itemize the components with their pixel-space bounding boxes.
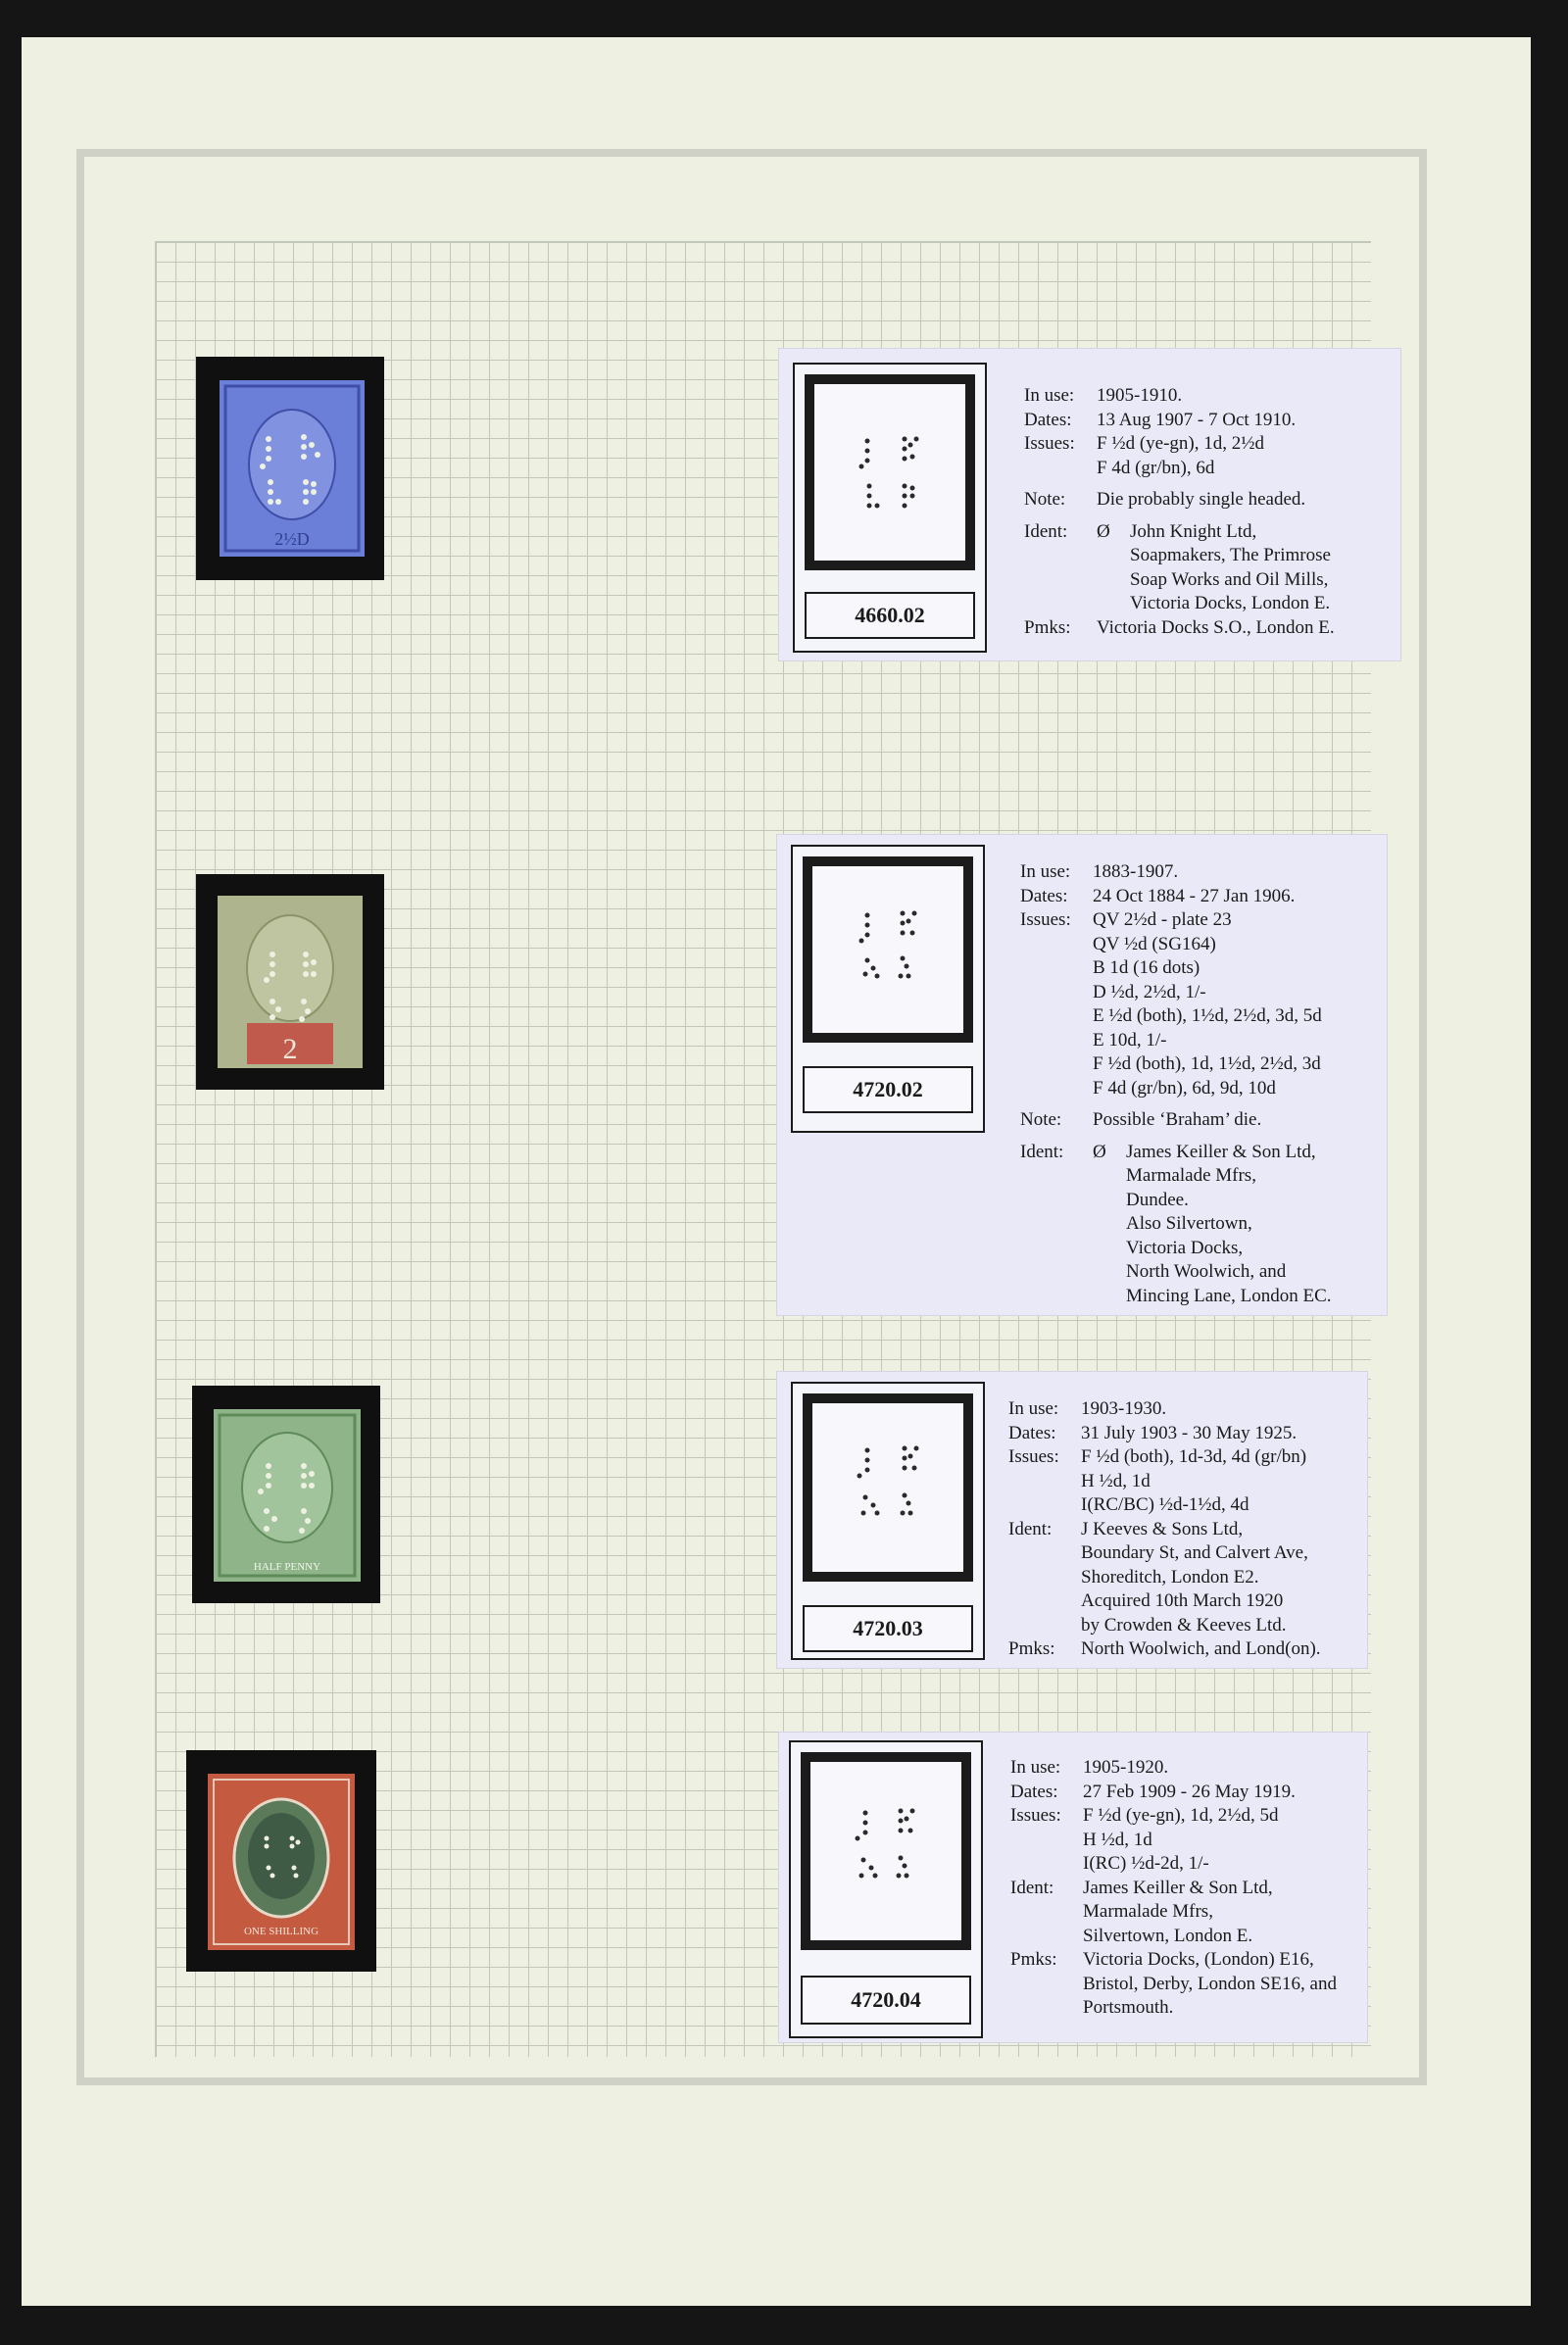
issue-line: H ½d, 1d bbox=[1083, 1829, 1152, 1850]
perfin-die-dots bbox=[810, 1762, 961, 1921]
dates-label: Dates: bbox=[1024, 409, 1072, 430]
perfin-card-4 bbox=[779, 1733, 1367, 2042]
pmks-label: Pmks: bbox=[1008, 1638, 1055, 1659]
ident-line: Marmalade Mfrs, bbox=[1126, 1165, 1256, 1186]
in-use-value: 1905-1910. bbox=[1097, 385, 1183, 406]
issue-line: E 10d, 1/- bbox=[1093, 1029, 1167, 1050]
issue-line: I(RC/BC) ½d-1½d, 4d bbox=[1081, 1494, 1250, 1515]
issue-line: B 1d (16 dots) bbox=[1093, 957, 1200, 978]
ident-line: Acquired 10th March 1920 bbox=[1081, 1590, 1284, 1611]
issue-line: QV 2½d - plate 23 bbox=[1093, 909, 1232, 930]
issue-line: F 4d (gr/bn), 6d, 9d, 10d bbox=[1093, 1077, 1276, 1099]
ident-line: by Crowden & Keeves Ltd. bbox=[1081, 1614, 1287, 1636]
stamp-2[interactable] bbox=[218, 896, 363, 1068]
pmks-label: Pmks: bbox=[1010, 1949, 1057, 1970]
pmks-line: Portsmouth. bbox=[1083, 1997, 1174, 2018]
catalogue-number: 4720.03 bbox=[803, 1605, 973, 1652]
perfin-die-dots bbox=[812, 1403, 963, 1552]
ident-symbol: Ø bbox=[1093, 1141, 1106, 1162]
svg-text:HALF PENNY: HALF PENNY bbox=[253, 1561, 321, 1573]
issue-line: F ½d (both), 1d, 1½d, 2½d, 3d bbox=[1093, 1053, 1321, 1074]
issue-line: H ½d, 1d bbox=[1081, 1470, 1151, 1491]
dates-value: 27 Feb 1909 - 26 May 1919. bbox=[1083, 1781, 1296, 1802]
ident-line: Victoria Docks, London E. bbox=[1130, 593, 1331, 613]
die-image bbox=[801, 1752, 971, 1950]
in-use-value: 1883-1907. bbox=[1093, 861, 1179, 882]
stamp-mount-2 bbox=[196, 874, 384, 1090]
ident-line: Soap Works and Oil Mills, bbox=[1130, 568, 1329, 590]
in-use-value: 1905-1920. bbox=[1083, 1757, 1169, 1778]
ident-line: Also Silvertown, bbox=[1126, 1213, 1252, 1234]
issue-line: F ½d (both), 1d-3d, 4d (gr/bn) bbox=[1081, 1446, 1307, 1467]
die-image bbox=[803, 856, 973, 1043]
card-details bbox=[1008, 1397, 1363, 1662]
issues-label: Issues: bbox=[1024, 433, 1075, 454]
issues-label: Issues: bbox=[1020, 909, 1071, 930]
card-details bbox=[1010, 1756, 1363, 2021]
die-frame bbox=[791, 845, 985, 1133]
pmks-label: Pmks: bbox=[1024, 616, 1071, 638]
svg-text:2: 2 bbox=[282, 1033, 298, 1065]
ident-line: J Keeves & Sons Ltd, bbox=[1081, 1518, 1244, 1539]
ident-line: Victoria Docks, bbox=[1126, 1237, 1244, 1258]
perfin-pattern bbox=[214, 1409, 361, 1582]
die-image bbox=[805, 374, 975, 570]
perfin-pattern bbox=[218, 896, 363, 1068]
ident-line: North Woolwich, and bbox=[1126, 1261, 1287, 1282]
svg-text:ONE SHILLING: ONE SHILLING bbox=[243, 1926, 319, 1937]
ident-line: James Keiller & Son Ltd, bbox=[1083, 1877, 1273, 1898]
perfin-card-2 bbox=[777, 835, 1387, 1315]
issues-label: Issues: bbox=[1008, 1446, 1059, 1467]
in-use-label: In use: bbox=[1024, 385, 1075, 406]
card-details bbox=[1024, 384, 1396, 640]
ident-line: John Knight Ltd, bbox=[1130, 520, 1257, 542]
issue-line: F ½d (ye-gn), 1d, 2½d bbox=[1097, 433, 1264, 454]
issue-line: F ½d (ye-gn), 1d, 2½d, 5d bbox=[1083, 1805, 1279, 1826]
issue-line: F 4d (gr/bn), 6d bbox=[1097, 457, 1215, 478]
pmks-line: Victoria Docks S.O., London E. bbox=[1097, 616, 1335, 638]
perfin-pattern bbox=[220, 380, 365, 557]
ident-line: Dundee. bbox=[1126, 1189, 1189, 1210]
catalogue-number: 4720.04 bbox=[801, 1976, 971, 2025]
ident-line: James Keiller & Son Ltd, bbox=[1126, 1141, 1316, 1162]
stamp-mount-1 bbox=[196, 357, 384, 580]
stamp-4[interactable] bbox=[208, 1774, 355, 1950]
ident-line: Boundary St, and Calvert Ave, bbox=[1081, 1542, 1308, 1563]
perfin-card-1 bbox=[779, 349, 1400, 660]
note-label: Note: bbox=[1024, 489, 1066, 510]
ident-line: Shoreditch, London E2. bbox=[1081, 1566, 1259, 1588]
in-use-label: In use: bbox=[1010, 1757, 1061, 1778]
pmks-line: Bristol, Derby, London SE16, and bbox=[1083, 1973, 1337, 1994]
issue-line: E ½d (both), 1½d, 2½d, 3d, 5d bbox=[1093, 1005, 1322, 1026]
perfin-pattern bbox=[208, 1774, 355, 1950]
dates-value: 24 Oct 1884 - 27 Jan 1906. bbox=[1093, 885, 1296, 906]
die-frame bbox=[793, 363, 987, 653]
ident-line: Silvertown, London E. bbox=[1083, 1925, 1253, 1946]
perfin-die-dots bbox=[814, 384, 965, 541]
dates-value: 13 Aug 1907 - 7 Oct 1910. bbox=[1097, 409, 1297, 430]
card-details bbox=[1020, 860, 1383, 1308]
ident-label: Ident: bbox=[1008, 1518, 1053, 1539]
note-value: Die probably single headed. bbox=[1097, 489, 1306, 510]
ident-label: Ident: bbox=[1020, 1141, 1064, 1162]
stamp-mount-3 bbox=[192, 1386, 380, 1603]
perfin-card-3 bbox=[777, 1372, 1367, 1668]
in-use-value: 1903-1930. bbox=[1081, 1398, 1167, 1419]
catalogue-number: 4660.02 bbox=[805, 592, 975, 639]
stamp-mount-4 bbox=[186, 1750, 376, 1972]
dates-label: Dates: bbox=[1020, 885, 1068, 906]
ident-line: Soapmakers, The Primrose bbox=[1130, 545, 1331, 565]
note-value: Possible ‘Braham’ die. bbox=[1093, 1109, 1262, 1130]
die-frame bbox=[791, 1382, 985, 1660]
issue-line: D ½d, 2½d, 1/- bbox=[1093, 981, 1206, 1002]
svg-text:2½D: 2½D bbox=[274, 529, 310, 549]
die-frame bbox=[789, 1740, 983, 2038]
issue-line: QV ½d (SG164) bbox=[1093, 933, 1216, 954]
ident-label: Ident: bbox=[1024, 520, 1068, 542]
ident-line: Mincing Lane, London EC. bbox=[1126, 1285, 1332, 1306]
issue-line: I(RC) ½d-2d, 1/- bbox=[1083, 1853, 1209, 1874]
stamp-3[interactable] bbox=[214, 1409, 361, 1582]
in-use-label: In use: bbox=[1020, 861, 1071, 882]
ident-label: Ident: bbox=[1010, 1877, 1054, 1898]
issues-label: Issues: bbox=[1010, 1805, 1061, 1826]
note-label: Note: bbox=[1020, 1109, 1062, 1130]
dates-value: 31 July 1903 - 30 May 1925. bbox=[1081, 1422, 1298, 1443]
dates-label: Dates: bbox=[1008, 1422, 1056, 1443]
ident-symbol: Ø bbox=[1097, 520, 1110, 542]
perfin-die-dots bbox=[812, 866, 963, 1013]
pmks-line: North Woolwich, and Lond(on). bbox=[1081, 1638, 1321, 1659]
stamp-1[interactable] bbox=[220, 380, 365, 557]
dates-label: Dates: bbox=[1010, 1781, 1058, 1802]
ident-line: Marmalade Mfrs, bbox=[1083, 1901, 1213, 1922]
pmks-line: Victoria Docks, (London) E16, bbox=[1083, 1949, 1314, 1970]
catalogue-number: 4720.02 bbox=[803, 1066, 973, 1113]
in-use-label: In use: bbox=[1008, 1398, 1059, 1419]
die-image bbox=[803, 1393, 973, 1582]
